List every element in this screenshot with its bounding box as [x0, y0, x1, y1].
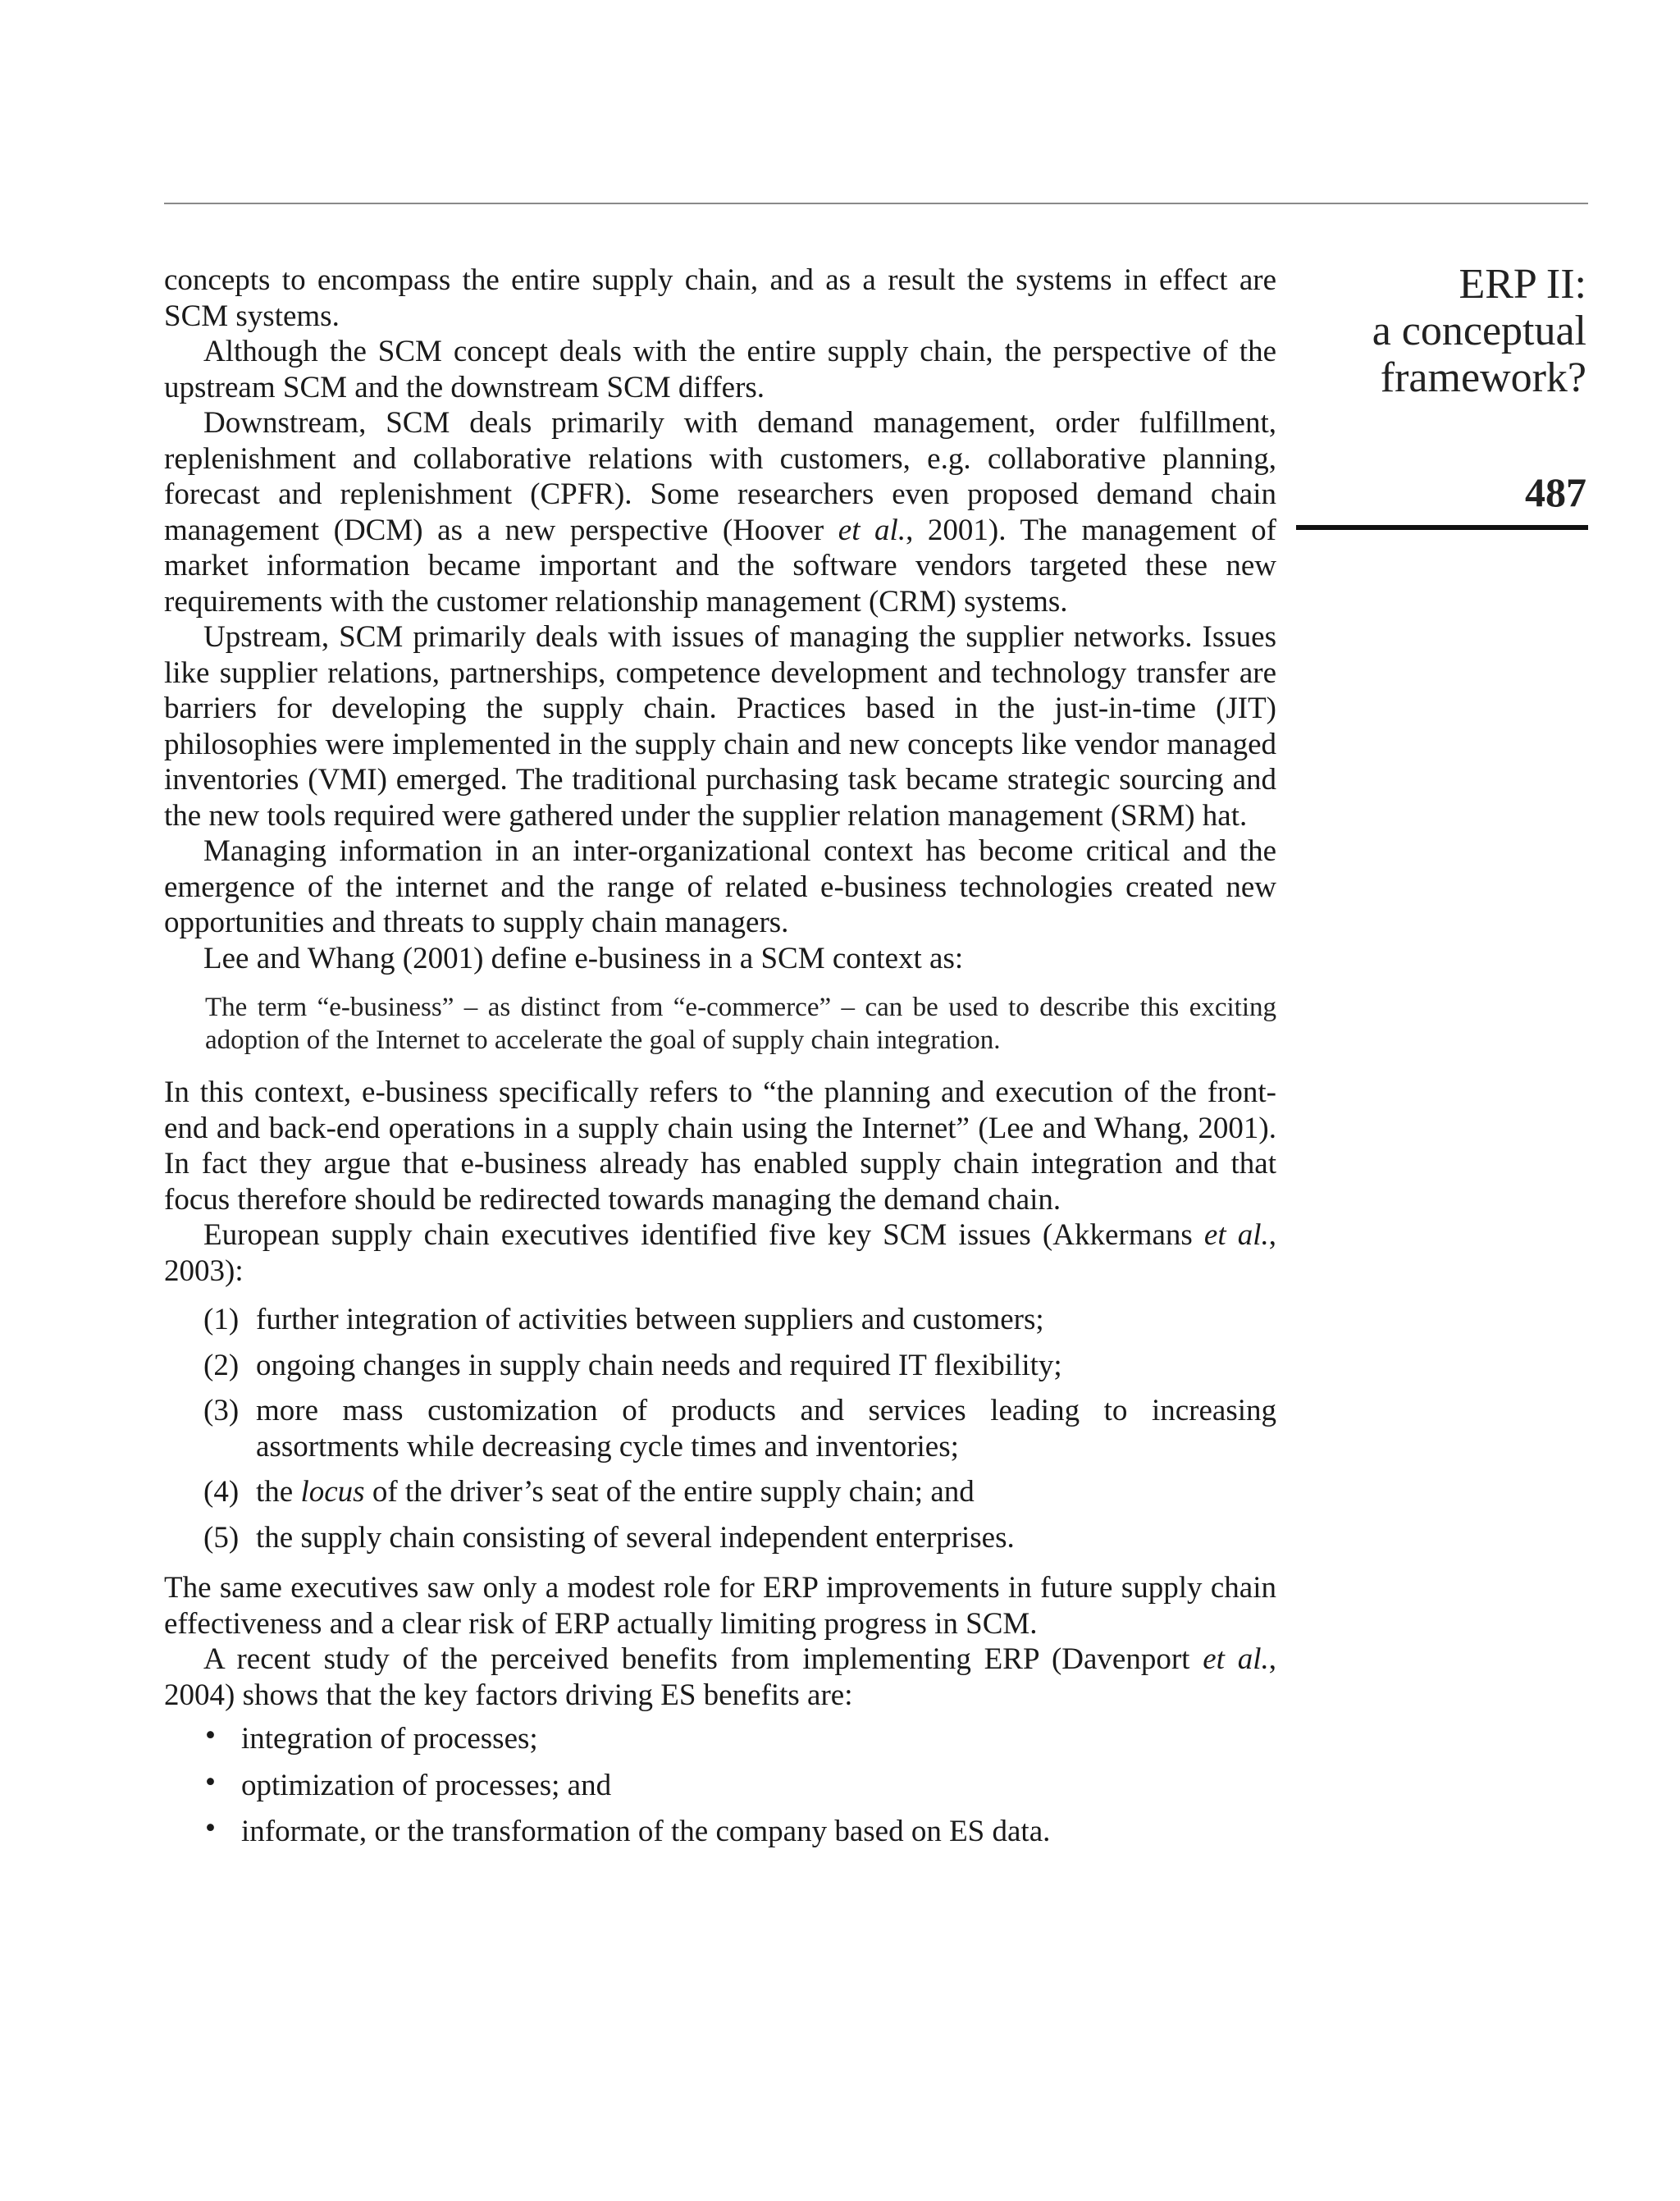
page-number-rule: [1296, 525, 1588, 530]
bullet-icon: •: [205, 1719, 216, 1752]
list-item: (2) ongoing changes in supply chain needs and required IT flexibility;: [203, 1348, 1062, 1382]
running-title-line-3: framework?: [1380, 354, 1586, 401]
running-title: [1308, 261, 1586, 401]
benefits-list: [164, 1721, 1276, 1850]
paragraph-3: Downstream, SCM deals primarily with demand management, order fulfillment, replenishment and collaborative relations with customers, e.g. collaborative planning, forecast and replenishment (CPFR). Some researchers even proposed demand chain management (DCM) as a new perspective (Hoover et al., 2001). The management of market information became important and the software vendors targeted these new requirements with the customer relationship management (CRM) systems.: [164, 406, 1276, 619]
list-item: (5) the supply chain consisting of several independent enterprises.: [203, 1520, 1015, 1555]
paragraph-4: Upstream, SCM primarily deals with issues of managing the supplier networks. Issues like supplier relations, partnerships, competence development and technology transfer are barriers for developing the supply chain. Practices based in the just-in-time (JIT) philosophies were implemented in the supply chain and new concepts like vendor managed inventories (VMI) emerged. The traditional purchasing task became strategic sourcing and the new tools required were gathered under the supplier relation management (SRM) hat.: [164, 620, 1276, 833]
block-quote: The term “e-business” – as distinct from “e-commerce” – can be used to describe this exciting adoption of the Internet to accelerate the goal of supply chain integration.: [205, 993, 1276, 1055]
paragraph-7: In this context, e-business specifically refers to “the planning and execution of the front-end and back-end operations in a supply chain using the Internet” (Lee and Whang, 2001). In fact they argue that e-business already has enabled supply chain integration and that focus therefore should be redirected towards managing the demand chain.: [164, 1075, 1276, 1217]
list-item: • informate, or the transformation of the company based on ES data.: [205, 1811, 1051, 1848]
list-item: (3) more mass customization of products and services leading to increasing assortments while decreasing cycle times and inventories;: [203, 1394, 1276, 1464]
paragraph-2: Although the SCM concept deals with the entire supply chain, the perspective of the upstream SCM and the downstream SCM differs.: [164, 335, 1276, 404]
paragraph-10: A recent study of the perceived benefits from implementing ERP (Davenport et al., 2004) shows that the key factors driving ES benefits are:: [164, 1642, 1276, 1712]
page-number: 487: [1525, 469, 1586, 515]
article-body: [164, 263, 1276, 1861]
paragraph-6: Lee and Whang (2001) define e-business in a SCM context as:: [203, 941, 964, 975]
bullet-icon: •: [205, 1811, 216, 1845]
scm-issues-list: [164, 1302, 1276, 1555]
et-al-italic: et al.: [838, 513, 906, 547]
paragraph-5: Managing information in an inter-organizational context has become critical and the emergence of the internet and the range of related e-business technologies created new opportunities and threats to supply chain managers.: [164, 834, 1276, 939]
paragraph-8: European supply chain executives identified five key SCM issues (Akkermans et al., 2003):: [164, 1218, 1277, 1288]
list-item: • optimization of processes; and: [205, 1765, 612, 1802]
paragraph-1: concepts to encompass the entire supply chain, and as a result the systems in effect are SCM systems.: [164, 263, 1276, 333]
header-rule: [164, 203, 1588, 204]
list-item: (4) the locus of the driver’s seat of the entire supply chain; and: [203, 1475, 975, 1509]
bullet-icon: •: [205, 1765, 216, 1799]
list-item: (1) further integration of activities between suppliers and customers;: [203, 1303, 1044, 1336]
running-title-line-1: ERP II:: [1459, 261, 1586, 308]
running-title-line-2: a conceptual: [1372, 308, 1586, 354]
list-item: • integration of processes;: [205, 1719, 538, 1756]
paragraph-9: The same executives saw only a modest role for ERP improvements in future supply chain effectiveness and a clear risk of ERP actually limiting progress in SCM.: [164, 1571, 1276, 1641]
